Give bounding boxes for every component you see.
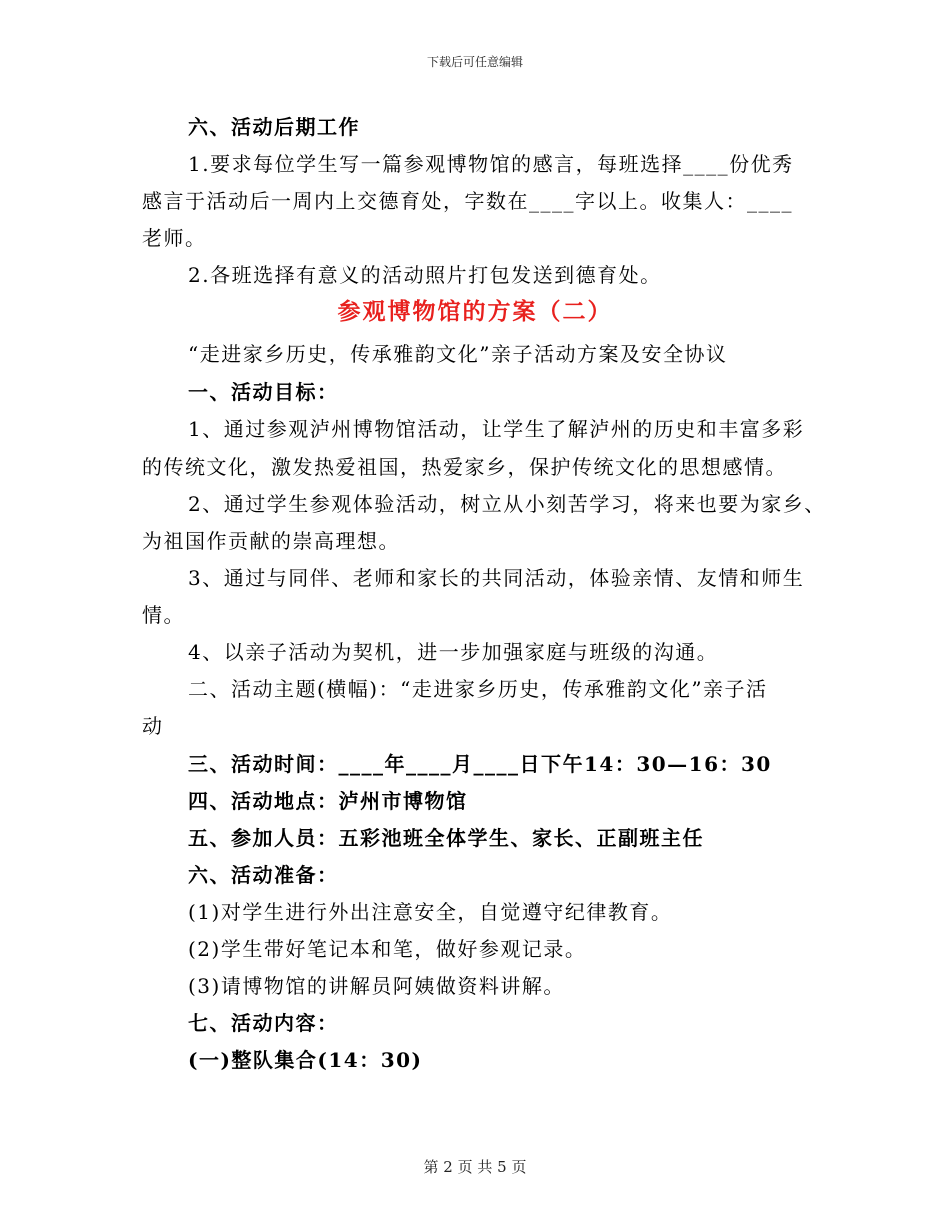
section-heading: (一)整队集合(14：30) xyxy=(188,1048,423,1072)
section-heading: 六、活动准备： xyxy=(188,863,339,887)
paragraph-line: 动 xyxy=(142,714,164,738)
paragraph-line: 2、通过学生参观体验活动，树立从小刻苦学习，将来也要为家乡、 xyxy=(188,492,826,516)
page-header: 下载后可任意编辑 xyxy=(426,55,523,69)
paragraph-line: 4、以亲子活动为契机，进一步加强家庭与班级的沟通。 xyxy=(188,640,719,664)
paragraph-line: 的传统文化，激发热爱祖国，热爱家乡，保护传统文化的思想感情。 xyxy=(142,455,787,479)
paragraph-line: 感言于活动后一周内上交德育处，字数在____字以上。收集人：____ xyxy=(142,189,793,213)
paragraph-line: 情。 xyxy=(142,603,185,627)
paragraph-line: 老师。 xyxy=(142,226,207,250)
section-heading: 五、参加人员：五彩池班全体学生、家长、正副班主任 xyxy=(188,826,704,850)
paragraph-line: 2.各班选择有意义的活动照片打包发送到德育处。 xyxy=(188,263,662,287)
document-title: 参观博物馆的方案（二） xyxy=(337,298,613,325)
paragraph-line: (3)请博物馆的讲解员阿姨做资料讲解。 xyxy=(188,974,565,998)
paragraph-line: 3、通过与同伴、老师和家长的共同活动，体验亲情、友情和师生 xyxy=(188,566,805,590)
paragraph-line: 1.要求每位学生写一篇参观博物馆的感言，每班选择____份优秀 xyxy=(188,152,794,176)
paragraph-line: 二、活动主题(横幅)：“走进家乡历史，传承雅韵文化”亲子活 xyxy=(188,677,768,701)
paragraph-line: (2)学生带好笔记本和笔，做好参观记录。 xyxy=(188,937,587,961)
section-heading: 七、活动内容： xyxy=(188,1011,339,1035)
paragraph-line: 1、通过参观泸州博物馆活动，让学生了解泸州的历史和丰富多彩 xyxy=(188,417,805,441)
subtitle: “走进家乡历史，传承雅韵文化”亲子活动方案及安全协议 xyxy=(188,342,728,366)
section-heading: 三、活动时间：____年____月____日下午14：30—16：30 xyxy=(188,752,772,776)
section-heading: 一、活动目标： xyxy=(188,380,339,404)
paragraph-line: (1)对学生进行外出注意安全，自觉遵守纪律教育。 xyxy=(188,900,673,924)
paragraph-line: 为祖国作贡献的崇高理想。 xyxy=(142,529,400,553)
section-heading: 四、活动地点：泸州市博物馆 xyxy=(188,789,468,813)
section-heading: 六、活动后期工作 xyxy=(188,115,360,139)
page-footer: 第 2 页 共 5 页 xyxy=(423,1158,527,1176)
